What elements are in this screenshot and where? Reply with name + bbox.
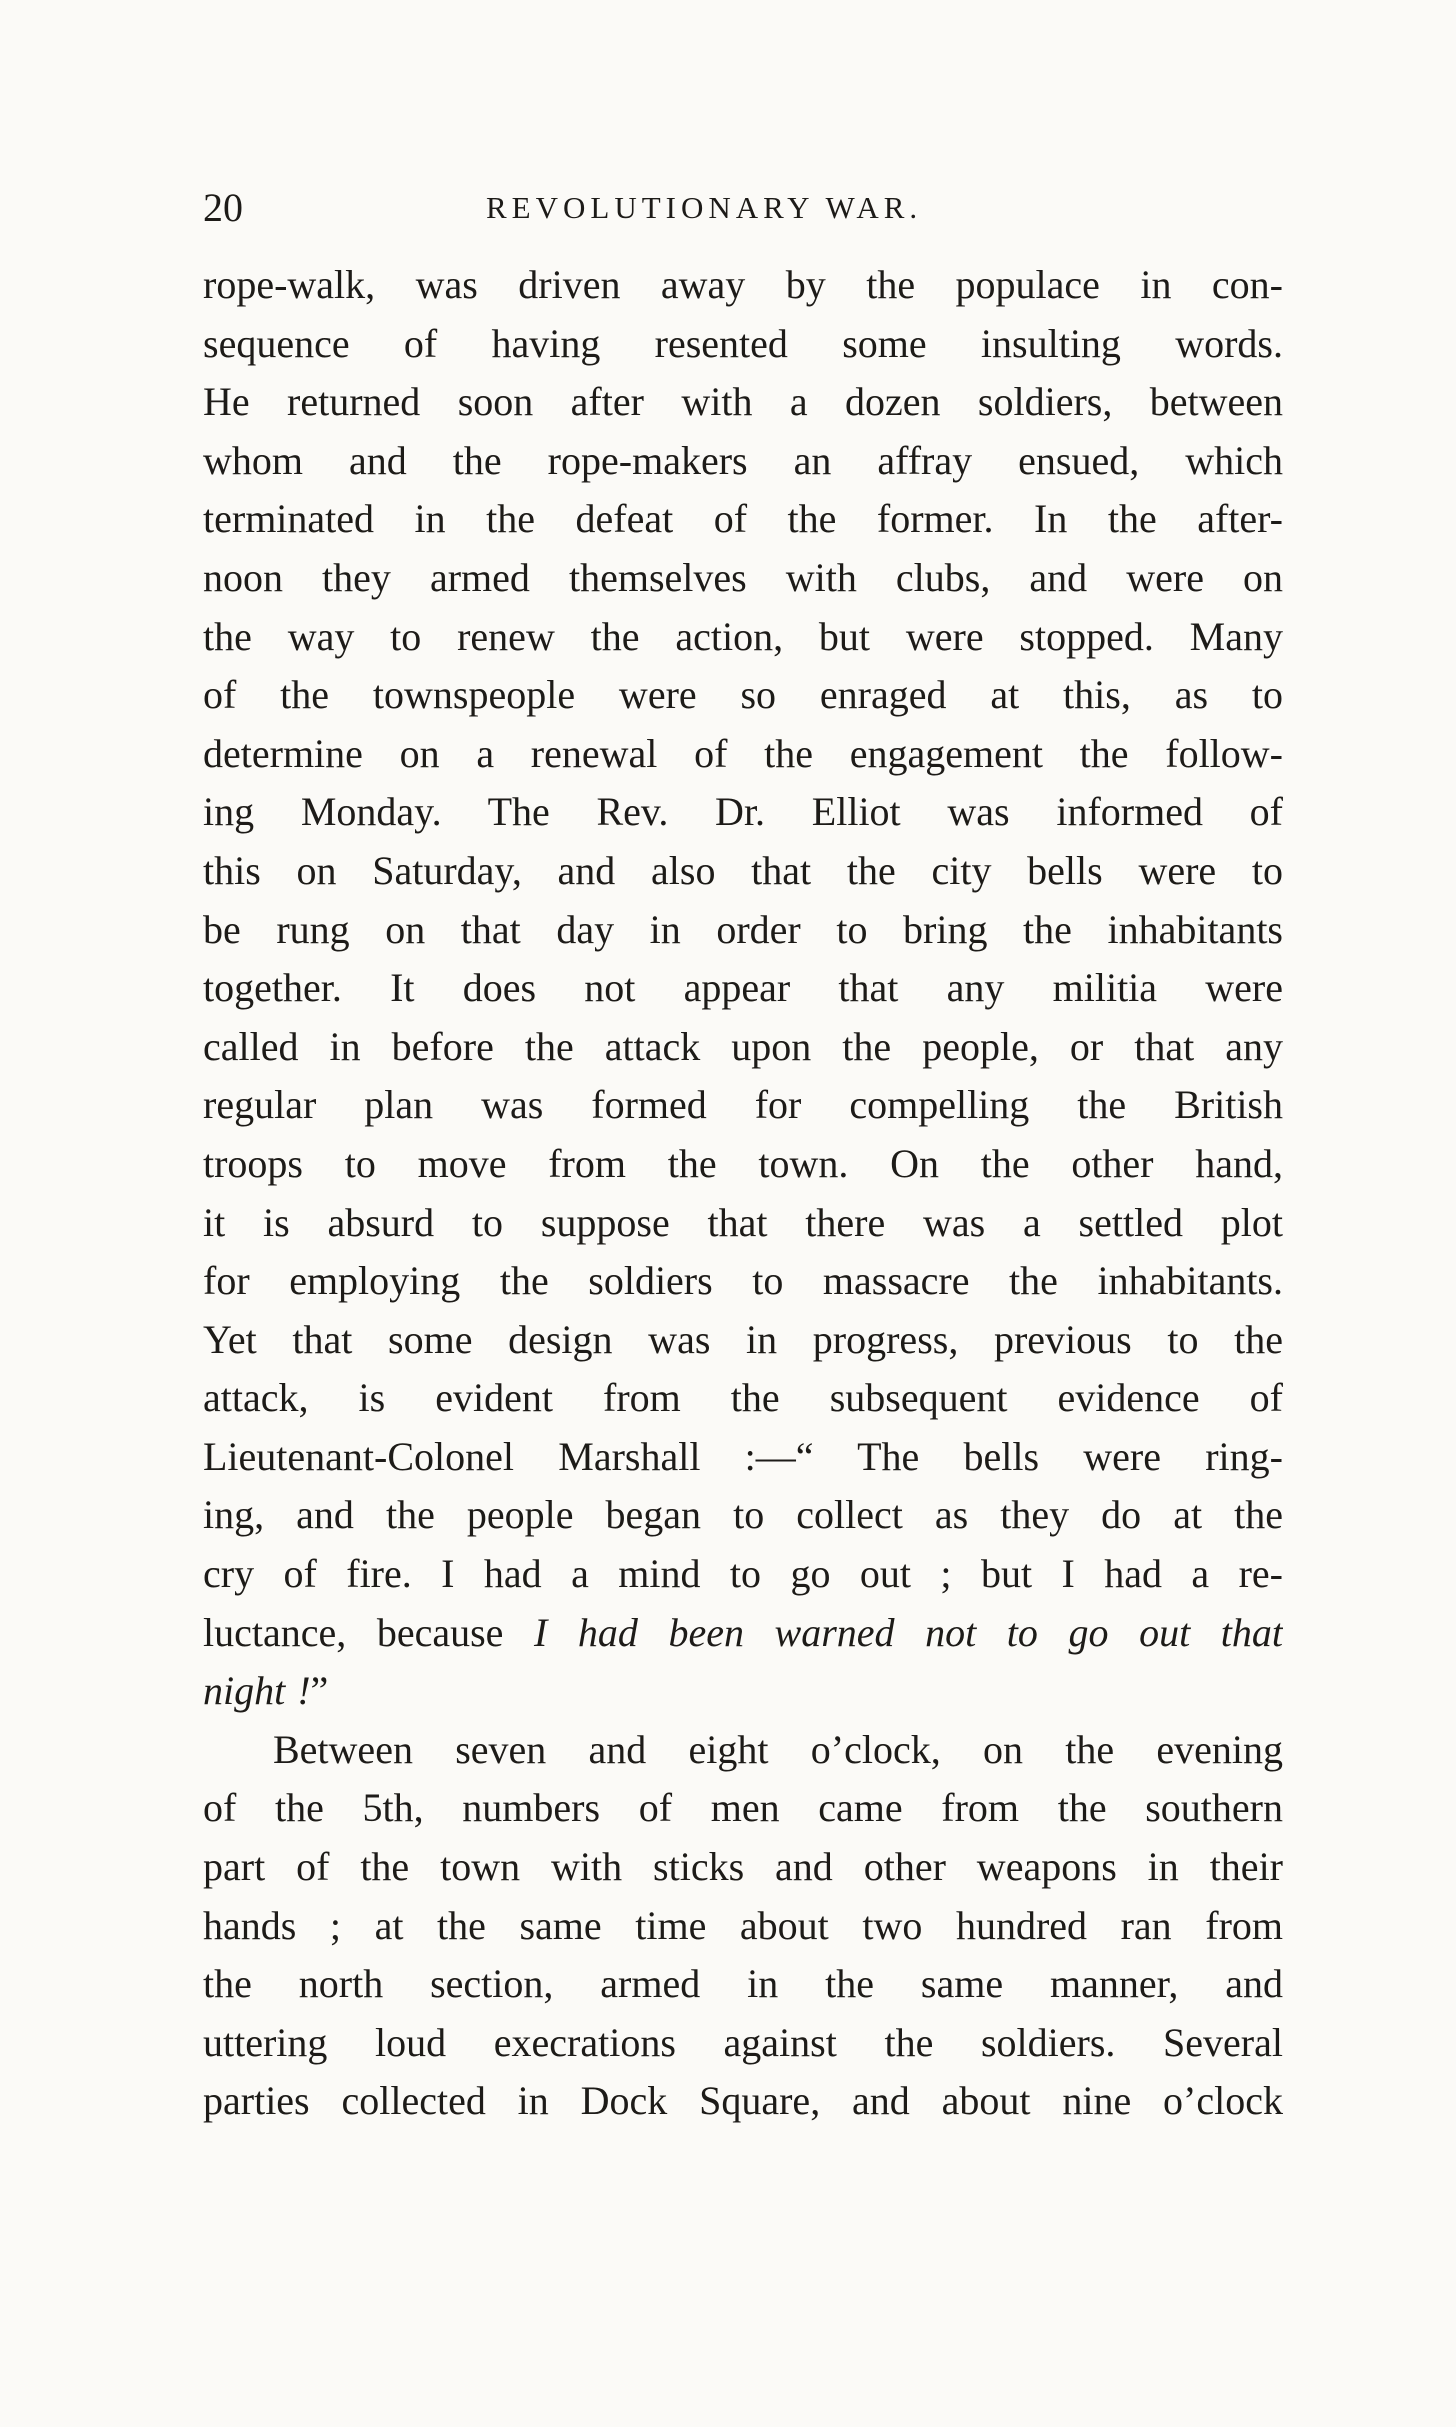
text-line: for employing the soldiers to massacre the inhabitants.: [203, 1258, 1283, 1304]
quote-close: ”: [310, 1668, 329, 1714]
text-line: together. It does not appear that any militia were: [203, 965, 1283, 1011]
paragraph-2-line: of the 5th, numbers of men came from the southern: [203, 1785, 1283, 1831]
paragraph-2-line: parties collected in Dock Square, and about nine o’clock: [203, 2078, 1283, 2124]
text-line: be rung on that day in order to bring the inhabitants: [203, 906, 1283, 952]
text-line: sequence of having resented some insulting words.: [203, 320, 1283, 366]
text-line: ing, and the people began to collect as they do at the: [203, 1492, 1283, 1538]
paragraph-2-line: Between seven and eight o’clock, on the evening: [273, 1726, 1283, 1772]
running-head: REVOLUTIONARY WAR.: [486, 190, 923, 225]
paragraph-2-line: uttering loud execrations against the soldiers. Several: [203, 2019, 1283, 2065]
text-line: He returned soon after with a dozen soldiers, between: [203, 379, 1283, 425]
text-line-quote-end: [203, 1662, 1283, 1721]
text-line: the way to renew the action, but were stopped. Many: [203, 613, 1283, 659]
quote-italic: I had been warned not to go out that: [533, 1609, 1283, 1655]
text-line: ing Monday. The Rev. Dr. Elliot was informed of: [203, 789, 1283, 835]
paragraph-2-line: part of the town with sticks and other weapons in their: [203, 1844, 1283, 1890]
text-line: cry of fire. I had a mind to go out ; but I had a re-: [203, 1551, 1283, 1597]
text-line: terminated in the defeat of the former. In the after-: [203, 496, 1283, 542]
body-text: [203, 256, 1283, 2131]
quote-italic-end: night !: [203, 1668, 311, 1714]
text-line: attack, is evident from the subsequent evidence of: [203, 1375, 1283, 1421]
text-line: Yet that some design was in progress, previous to the: [203, 1316, 1283, 1362]
page-header: [203, 178, 1283, 238]
quote-text: luctance, because: [203, 1609, 534, 1655]
text-line: of the townspeople were so enraged at this, as to: [203, 672, 1283, 718]
paragraph-2-line: hands ; at the same time about two hundred ran from: [203, 1902, 1283, 1948]
text-line: Lieutenant-Colonel Marshall :—“ The bells were ring-: [203, 1433, 1283, 1479]
text-line: determine on a renewal of the engagement the follow-: [203, 730, 1283, 776]
text-line: whom and the rope-makers an affray ensued, which: [203, 437, 1283, 483]
text-line: regular plan was formed for compelling the British: [203, 1082, 1283, 1128]
paragraph-2-line: the north section, armed in the same manner, and: [203, 1961, 1283, 2007]
text-line: noon they armed themselves with clubs, and were on: [203, 554, 1283, 600]
text-line: troops to move from the town. On the other hand,: [203, 1140, 1283, 1186]
text-line: called in before the attack upon the people, or that any: [203, 1023, 1283, 1069]
page-number: 20: [203, 185, 243, 230]
text-line: this on Saturday, and also that the city bells were to: [203, 847, 1283, 893]
text-line-quote: [203, 1604, 1283, 1663]
text-line: it is absurd to suppose that there was a settled plot: [203, 1199, 1283, 1245]
text-line: rope-walk, was driven away by the populace in con-: [203, 262, 1283, 307]
